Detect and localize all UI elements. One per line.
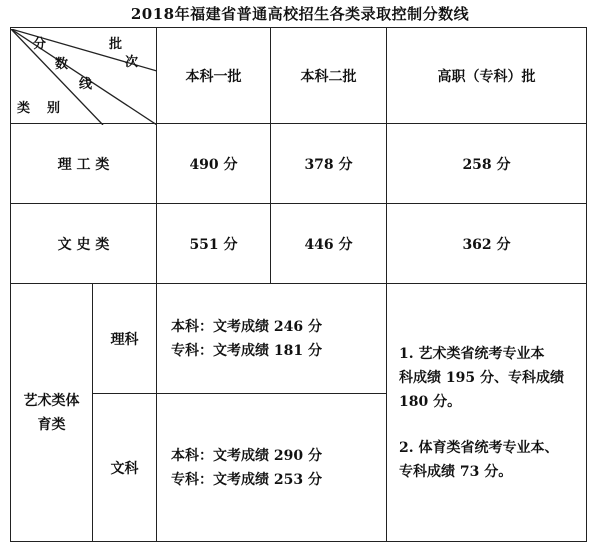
note1-line2: 科成绩 195 分、专科成绩 <box>399 369 564 386</box>
row-science <box>11 124 587 204</box>
note2-line2: 专科成绩 73 分。 <box>399 463 513 480</box>
art-liberal-scores <box>157 394 387 542</box>
corner-label-shu: 数 <box>55 56 69 72</box>
art-liberal-vocational-line: 专科：文考成绩 253 分 <box>171 471 322 488</box>
art-science-bachelor-line: 本科：文考成绩 246 分 <box>171 318 322 335</box>
header-col-vocational: 高职（专科）批 <box>387 28 587 124</box>
row-label-liberal-arts: 文 史 类 <box>11 204 157 284</box>
art-sports-notes <box>387 284 587 542</box>
corner-label-lei: 类 <box>17 100 31 116</box>
corner-label-ci: 次 <box>125 54 139 70</box>
science-vocational-score: 258 分 <box>387 124 587 204</box>
row-label-art-sports <box>11 284 93 542</box>
row-liberal-arts <box>11 204 587 284</box>
arts-bachelor-first-score: 551 分 <box>157 204 271 284</box>
corner-label-xian: 线 <box>79 76 93 92</box>
arts-vocational-score: 362 分 <box>387 204 587 284</box>
art-sub-label-liberal: 文科 <box>93 394 157 542</box>
art-sports-label-line1: 艺术类体 <box>23 392 80 409</box>
header-col-bachelor-first: 本科一批 <box>157 28 271 124</box>
art-liberal-bachelor-line: 本科：文考成绩 290 分 <box>171 447 322 464</box>
science-bachelor-second-score: 378 分 <box>271 124 387 204</box>
arts-bachelor-second-score: 446 分 <box>271 204 387 284</box>
note1-line1: 1. 艺术类省统考专业本 <box>399 345 545 362</box>
header-col-bachelor-second: 本科二批 <box>271 28 387 124</box>
art-science-scores <box>157 284 387 394</box>
art-sub-label-science: 理科 <box>93 284 157 394</box>
art-sports-label-line2: 育类 <box>37 416 66 433</box>
header-corner-cell <box>11 28 157 124</box>
corner-label-pi: 批 <box>109 36 123 52</box>
note2-line1: 2. 体育类省统考专业本、 <box>399 439 559 456</box>
art-science-vocational-line: 专科：文考成绩 181 分 <box>171 342 322 359</box>
row-label-science: 理 工 类 <box>11 124 157 204</box>
diagonal-header <box>11 29 156 123</box>
corner-label-bie: 别 <box>47 100 61 116</box>
header-row <box>11 28 587 124</box>
score-table <box>10 27 587 542</box>
note1-line3: 180 分。 <box>399 393 462 410</box>
row-art-science <box>11 284 587 394</box>
science-bachelor-first-score: 490 分 <box>157 124 271 204</box>
corner-label-fen: 分 <box>33 36 47 52</box>
page-title: 2018年福建省普通高校招生各类录取控制分数线 <box>130 5 470 23</box>
